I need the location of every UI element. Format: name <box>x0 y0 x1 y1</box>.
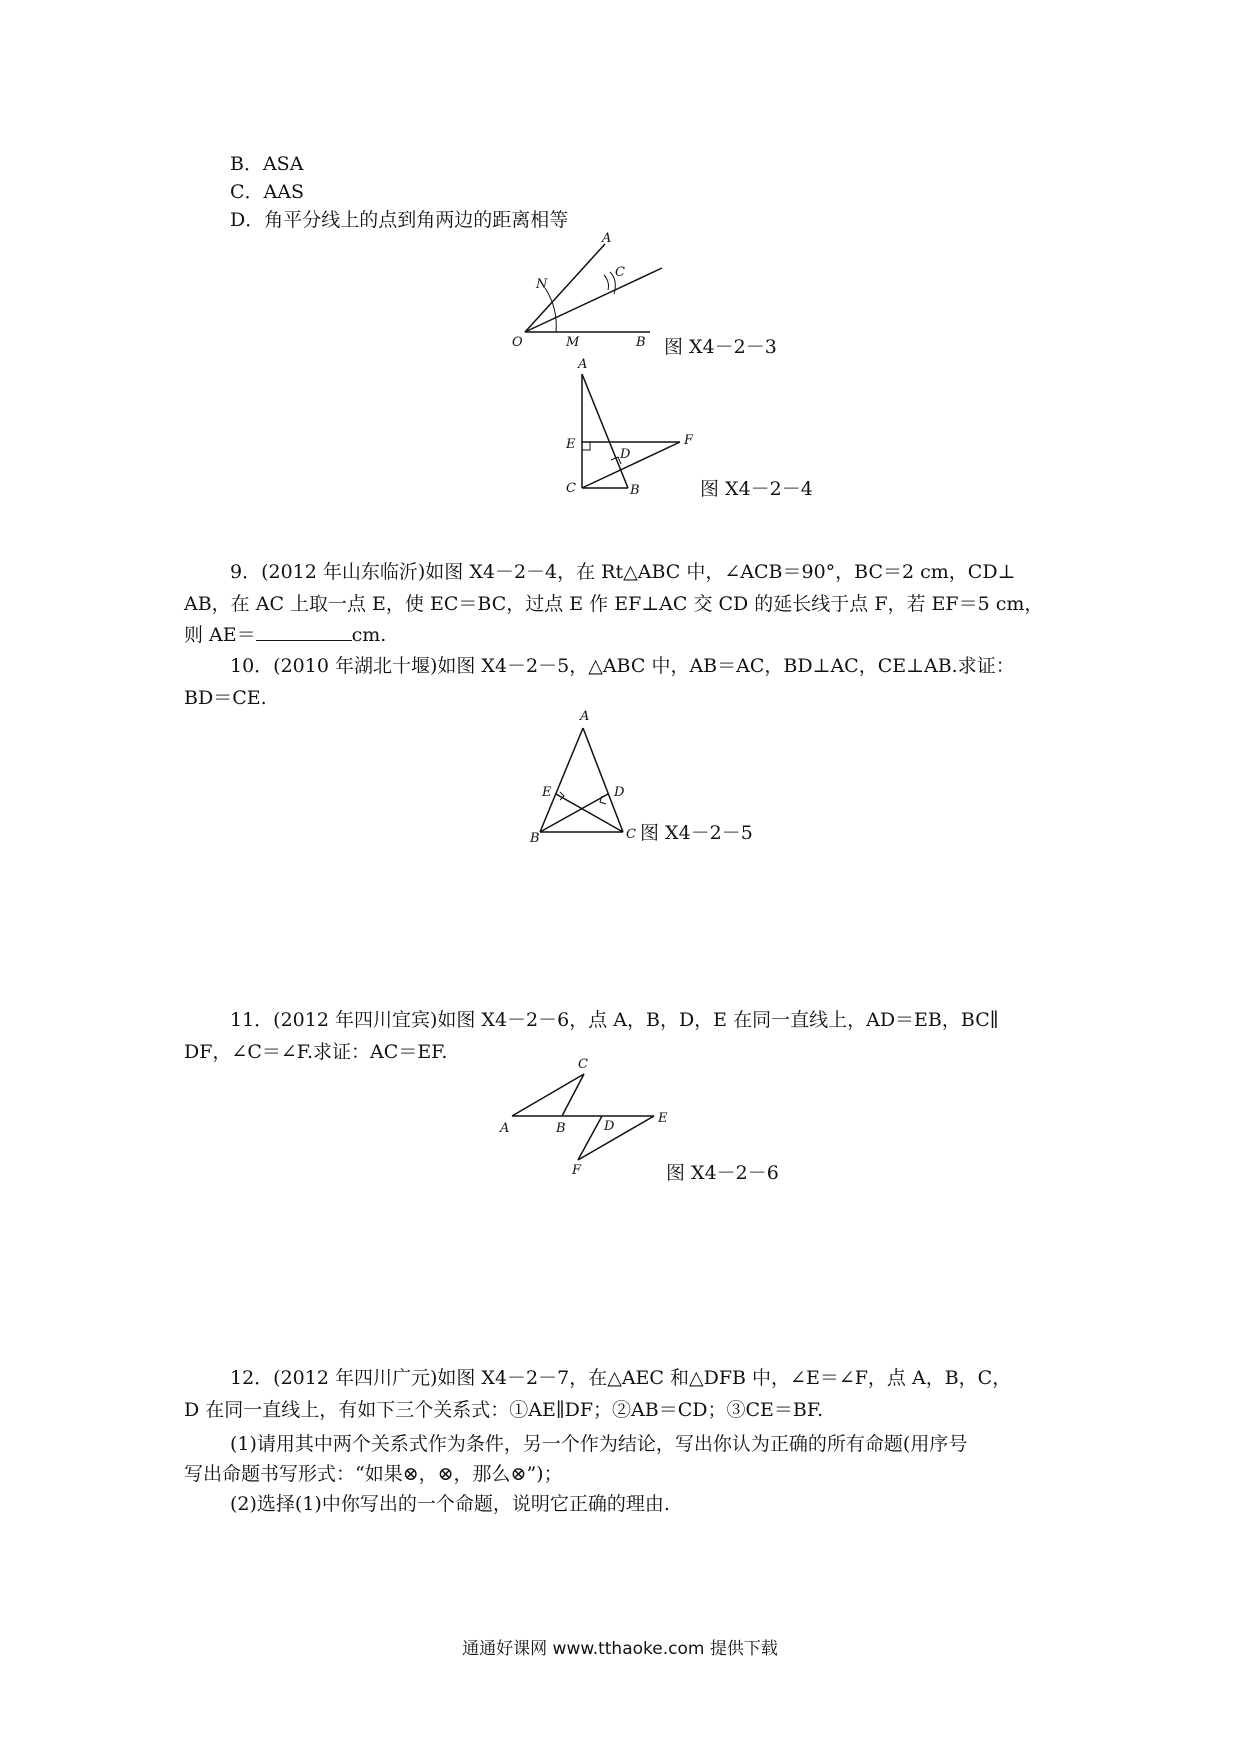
option-d: D．角平分线上的点到角两边的距离相等 <box>230 209 569 231</box>
f5-point-c: C <box>626 827 636 842</box>
q12-line-1: 12．(2012 年四川广元)如图 X4－2－7，在△AEC 和△DFB 中，∠E＝∠F，点 A，B，C， <box>230 1367 1012 1389</box>
figure-x4-2-6-caption: 图 X4－2－6 <box>666 1162 779 1184</box>
f6-point-f: F <box>572 1163 582 1178</box>
q9-line-3-suffix: cm. <box>351 624 387 646</box>
figure-x4-2-5 <box>530 706 650 846</box>
f6-point-a: A <box>500 1121 510 1136</box>
f3-point-n: N <box>536 277 548 292</box>
q12-line-2: D 在同一直线上，有如下三个关系式：①AE∥DF；②AB＝CD；③CE＝BF. <box>184 1399 824 1421</box>
f3-point-m: M <box>566 335 580 350</box>
f5-point-e: E <box>542 785 552 800</box>
figure-x4-2-4-caption: 图 X4－2－4 <box>700 478 813 500</box>
f5-point-a: A <box>580 709 590 724</box>
q11-line-2: DF，∠C＝∠F.求证：AC＝EF. <box>184 1041 448 1063</box>
f4-point-c: C <box>566 481 576 496</box>
q9-line-3-prefix: 则 AE＝ <box>184 624 256 646</box>
f6-point-d: D <box>604 1119 615 1134</box>
option-b: B．ASA <box>230 153 304 175</box>
q11-line-1: 11．(2012 年四川宜宾)如图 X4－2－6，点 A，B，D，E 在同一直线上，AD＝EB，BC∥ <box>230 1009 999 1031</box>
f5-point-b: B <box>530 831 540 846</box>
f3-point-a: A <box>602 231 612 246</box>
page-footer: 通通好课网 www.tthaoke.com 提供下载 <box>462 1639 778 1659</box>
f5-point-d: D <box>614 785 625 800</box>
f4-point-e: E <box>566 437 576 452</box>
figure-x4-2-4 <box>560 358 700 498</box>
q9-answer-blank <box>256 620 352 641</box>
f4-point-d: D <box>620 447 631 462</box>
f3-point-c: C <box>615 265 625 280</box>
q12-line-4: 写出命题书写形式：“如果⊗，⊗，那么⊗”)； <box>184 1463 563 1485</box>
q9-line-1: 9．(2012 年山东临沂)如图 X4－2－4，在 Rt△ABC 中，∠ACB＝90°，BC＝2 cm，CD⊥ <box>230 561 1016 583</box>
f6-point-e: E <box>658 1111 668 1126</box>
figure-x4-2-3 <box>500 230 680 360</box>
q12-line-3: (1)请用其中两个关系式作为条件，另一个作为结论，写出你认为正确的所有命题(用序号 <box>230 1433 968 1455</box>
f6-point-c: C <box>578 1057 588 1072</box>
figure-x4-2-6 <box>492 1058 692 1178</box>
f3-point-o: O <box>512 335 523 350</box>
q12-line-5: (2)选择(1)中你写出的一个命题，说明它正确的理由. <box>230 1493 670 1515</box>
q10-line-1: 10．(2010 年湖北十堰)如图 X4－2－5，△ABC 中，AB＝AC，BD⊥AC，CE⊥AB.求证： <box>230 655 1015 677</box>
figure-x4-2-5-caption: 图 X4－2－5 <box>640 822 753 844</box>
q9-line-3 <box>184 620 386 649</box>
f6-point-b: B <box>556 1121 566 1136</box>
figure-x4-2-3-caption: 图 X4－2－3 <box>664 336 777 358</box>
f3-point-b: B <box>636 335 646 350</box>
f4-point-b: B <box>630 483 640 498</box>
q10-line-2: BD＝CE. <box>184 687 267 709</box>
option-c: C．AAS <box>230 181 304 203</box>
f4-point-f: F <box>684 433 694 448</box>
f4-point-a: A <box>578 357 588 372</box>
q9-line-2: AB，在 AC 上取一点 E，使 EC＝BC，过点 E 作 EF⊥AC 交 CD 的延长线于点 F，若 EF＝5 cm， <box>184 593 1044 615</box>
